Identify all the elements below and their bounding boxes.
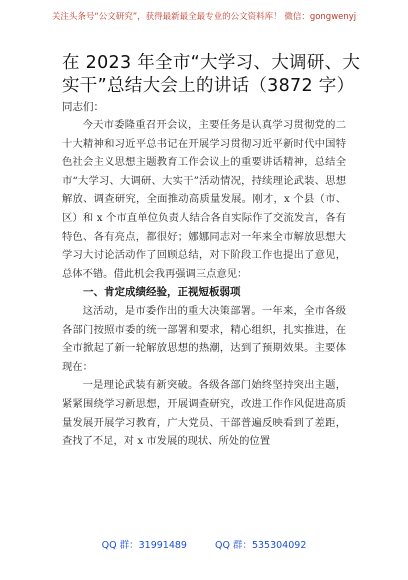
salutation: 同志们： — [62, 101, 104, 113]
paragraph-theory: 一是理论武装有新突破。各级各部门始终坚持突出主题，紧紧围绕学习新思想，开展调查研究，改进工作作风促进高质量发展开展学习教育，广大党员、干部普遍反映看到了差距，查找了不足，对 x 市发展的现状、所处的位置 — [62, 379, 346, 448]
paragraph-activity: 这活动，是市委作出的重大决策部署。一年来，全市各级各部门按照市委的统一部署和要求，精心组织，扎实推进，在全市掀起了新一轮解放思想的热潮，达到了预期效果。主要体现在： — [62, 304, 346, 373]
qq-group-1: QQ 群：31991489 — [101, 540, 187, 551]
header-promo-note: 关注头条号“公文研究”，获得最新最全最专业的公文资料库！ 微信：gongwenyj — [51, 12, 357, 22]
section-heading-1: 一、肯定成绩经验，正视短板弱项 — [83, 286, 241, 299]
paragraph-intro: 今天市委隆重召开会议，主要任务是认真学习贯彻党的二十大精神和习近平总书记在开展学习贯彻习近平新时代中国特色社会主义思想主题教育工作会议上的重要讲话精神，总结全市“大学习、大调研、大实干”活动情况，持续理论武装、思想解放、调查研究，全面推动高质量发展。刚才，x 个县（市、区）和 x 个市直单位负责人结合各自实际作了交流发言，各有特色、各有亮点，都很好；娜娜同志对一年来全市解放思想大学习大讨论活动作了回顾总结，对下阶段工作也提出了意见，总体不错。借此机会我再强调三点意见： — [62, 119, 346, 280]
qq-group-2: QQ 群：535304092 — [214, 540, 307, 551]
document-title: 在 2023 年全市“大学习、大调研、大实干”总结大会上的讲话（3872 字） — [62, 53, 361, 96]
document-body — [62, 116, 346, 451]
footer-qq-groups — [0, 537, 408, 551]
